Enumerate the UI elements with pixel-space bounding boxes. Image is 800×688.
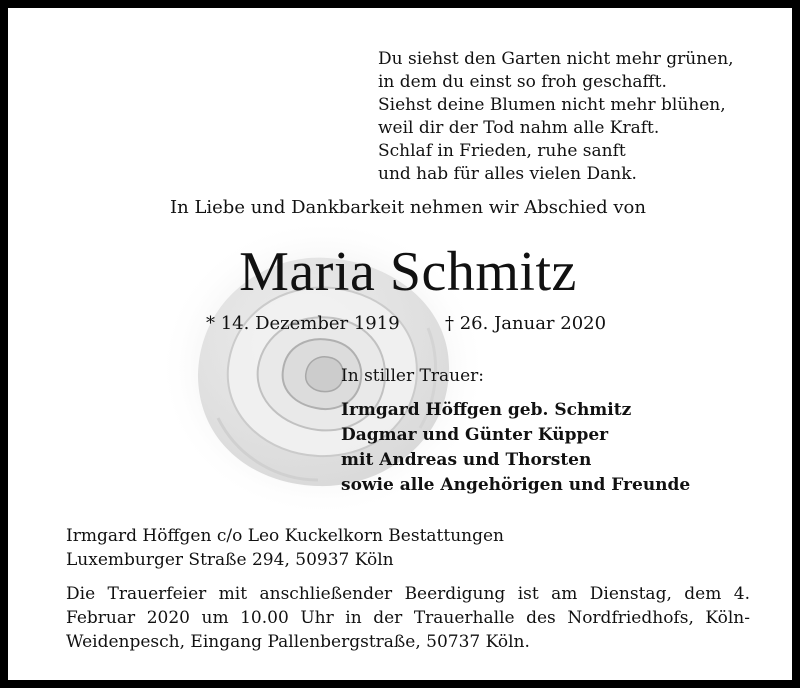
contact-address	[66, 524, 504, 572]
birth-date: * 14. Dezember 1919	[206, 313, 400, 334]
mourner-line: mit Andreas und Thorsten	[341, 450, 592, 470]
funeral-notice: Die Trauerfeier mit anschließender Beerdigung ist am Dienstag, dem 4. Februar 2020 um 10.00 Uhr in der Trauerhalle des Nordfriedhofs, Köln-Weidenpesch, Eingang Pallenbergstraße, 50737 Köln.	[66, 584, 750, 652]
poem-line: in dem du einst so froh geschafft.	[378, 72, 667, 92]
mourners-list	[341, 398, 690, 498]
poem-line: Schlaf in Frieden, ruhe sanft	[378, 141, 626, 161]
poem-line: Du siehst den Garten nicht mehr grünen,	[378, 49, 734, 69]
poem	[378, 48, 734, 186]
mourner-line: Dagmar und Günter Küpper	[341, 425, 609, 445]
mourner-line: Irmgard Höffgen geb. Schmitz	[341, 400, 632, 420]
mourner-line: sowie alle Angehörigen und Freunde	[341, 475, 691, 495]
poem-line: und hab für alles vielen Dank.	[378, 164, 637, 184]
mourning-label: In stiller Trauer:	[341, 366, 484, 386]
address-line: Irmgard Höffgen c/o Leo Kuckelkorn Bestattungen	[66, 526, 505, 546]
deceased-name: Maria Schmitz	[239, 241, 577, 303]
poem-line: weil dir der Tod nahm alle Kraft.	[378, 118, 660, 138]
address-line: Luxemburger Straße 294, 50937 Köln	[66, 550, 394, 570]
farewell-intro: In Liebe und Dankbarkeit nehmen wir Abschied von	[170, 197, 646, 218]
poem-line: Siehst deine Blumen nicht mehr blühen,	[378, 95, 726, 115]
death-date: † 26. Januar 2020	[445, 313, 607, 334]
